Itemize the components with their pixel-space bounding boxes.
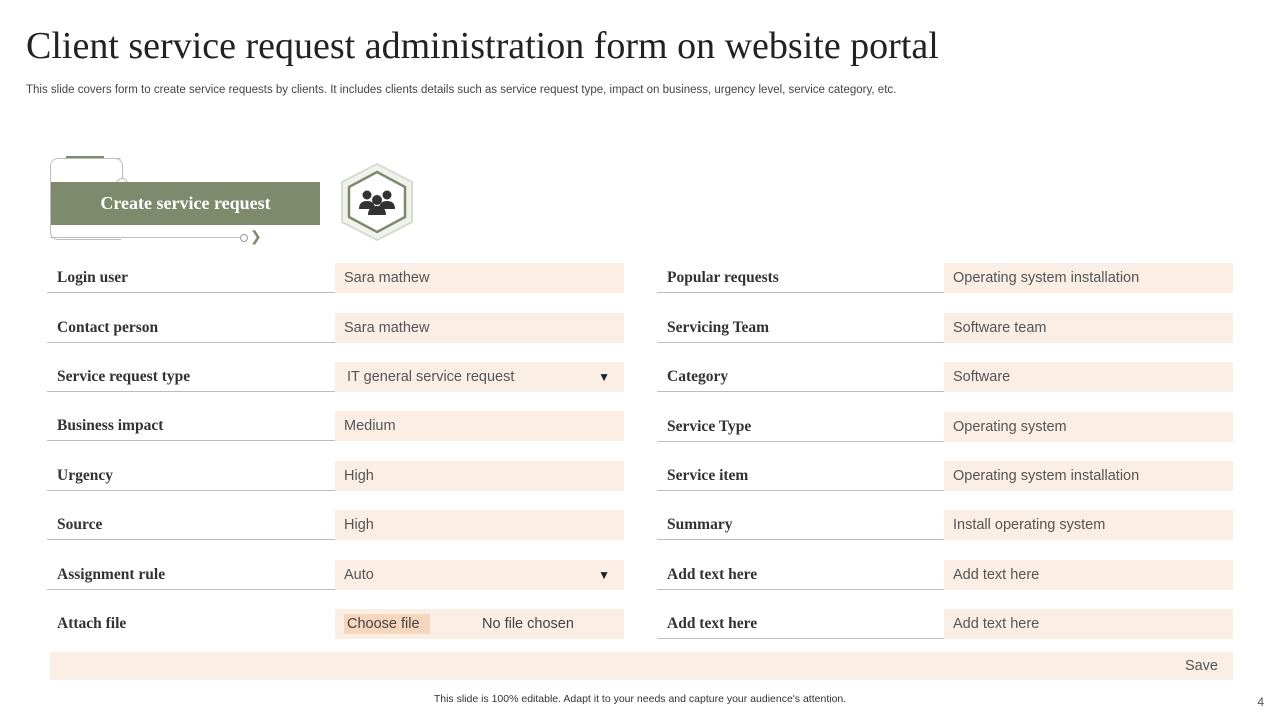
- badge-end-dot: [240, 234, 248, 242]
- service-request-type-select[interactable]: [335, 362, 624, 392]
- service-item-field[interactable]: Operating system installation: [944, 461, 1233, 491]
- form-row-service-request-type: [47, 362, 624, 392]
- field-label: Business impact: [57, 417, 164, 434]
- divider: [47, 391, 335, 392]
- divider: [47, 292, 335, 293]
- form-row-summary: [657, 510, 1233, 540]
- field-label: Source: [57, 516, 103, 533]
- custom-text-field-2[interactable]: Add text here: [944, 609, 1233, 639]
- save-button[interactable]: Save: [1184, 658, 1218, 674]
- contact-person-field[interactable]: Sara mathew: [335, 313, 624, 343]
- login-user-field[interactable]: Sara mathew: [335, 263, 624, 293]
- select-value: IT general service request: [347, 369, 515, 385]
- field-label: Service Type: [667, 418, 752, 435]
- create-service-request-button[interactable]: Create service request: [51, 182, 320, 225]
- form-row-source: [47, 510, 624, 540]
- dropdown-arrow-icon[interactable]: ▼: [598, 370, 610, 384]
- divider: [47, 342, 335, 343]
- field-label: Add text here: [667, 566, 758, 583]
- field-label: Category: [667, 368, 729, 385]
- divider: [47, 539, 335, 540]
- form-row-servicing-team: [657, 313, 1233, 343]
- field-label: Attach file: [57, 615, 127, 632]
- field-label: Assignment rule: [57, 566, 166, 583]
- page-subtitle: This slide covers form to create service requests by clients. It includes clients details such as service request type, impact on business, urgency level, service category, etc.: [26, 84, 897, 96]
- assignment-rule-select[interactable]: [335, 560, 624, 590]
- footer-note: This slide is 100% editable. Adapt it to your needs and capture your audience's attention.: [433, 693, 847, 705]
- form-row-business-impact: [47, 411, 624, 441]
- divider: [47, 490, 335, 491]
- page-number: 4: [1257, 695, 1264, 709]
- field-label: Servicing Team: [667, 319, 770, 336]
- choose-file-button[interactable]: Choose file: [344, 614, 430, 634]
- custom-text-field-1[interactable]: Add text here: [944, 560, 1233, 590]
- form-row-custom-1: [657, 560, 1233, 590]
- form-row-urgency: [47, 461, 624, 491]
- form-row-attach-file: [47, 609, 624, 639]
- form-row-popular-requests: [657, 263, 1233, 293]
- save-bar: [50, 652, 1233, 680]
- field-label: Login user: [57, 269, 129, 286]
- popular-requests-field[interactable]: Operating system installation: [944, 263, 1233, 293]
- form-row-service-item: [657, 461, 1233, 491]
- users-group-icon: [338, 162, 416, 242]
- form-row-assignment-rule: [47, 560, 624, 590]
- divider: [47, 589, 335, 590]
- field-label: Service request type: [57, 368, 191, 385]
- field-label: Contact person: [57, 319, 159, 336]
- servicing-team-field[interactable]: Software team: [944, 313, 1233, 343]
- form-row-category: [657, 362, 1233, 392]
- service-type-field[interactable]: Operating system: [944, 412, 1233, 442]
- divider: [47, 440, 335, 441]
- field-label: Add text here: [667, 615, 758, 632]
- field-label: Popular requests: [667, 269, 779, 286]
- form-row-login-user: [47, 263, 624, 293]
- form-row-service-type: [657, 412, 1233, 442]
- source-field[interactable]: High: [335, 510, 624, 540]
- select-value: Auto: [344, 567, 374, 583]
- page-title: Client service request administration form on website portal: [26, 25, 939, 67]
- summary-field[interactable]: Install operating system: [944, 510, 1233, 540]
- file-status: No file chosen: [482, 616, 574, 632]
- field-label: Summary: [667, 516, 733, 533]
- category-field[interactable]: Software: [944, 362, 1233, 392]
- badge-accent-line: [66, 156, 104, 158]
- urgency-field[interactable]: High: [335, 461, 624, 491]
- chevron-right-icon: ❯: [250, 228, 262, 244]
- dropdown-arrow-icon[interactable]: ▼: [598, 568, 610, 582]
- form-row-custom-2: [657, 609, 1233, 639]
- field-label: Service item: [667, 467, 749, 484]
- attach-file-input[interactable]: [335, 609, 624, 639]
- form-row-contact-person: [47, 313, 624, 343]
- badge-bottom-line: [50, 237, 240, 238]
- business-impact-field[interactable]: Medium: [335, 411, 624, 441]
- field-label: Urgency: [57, 467, 113, 484]
